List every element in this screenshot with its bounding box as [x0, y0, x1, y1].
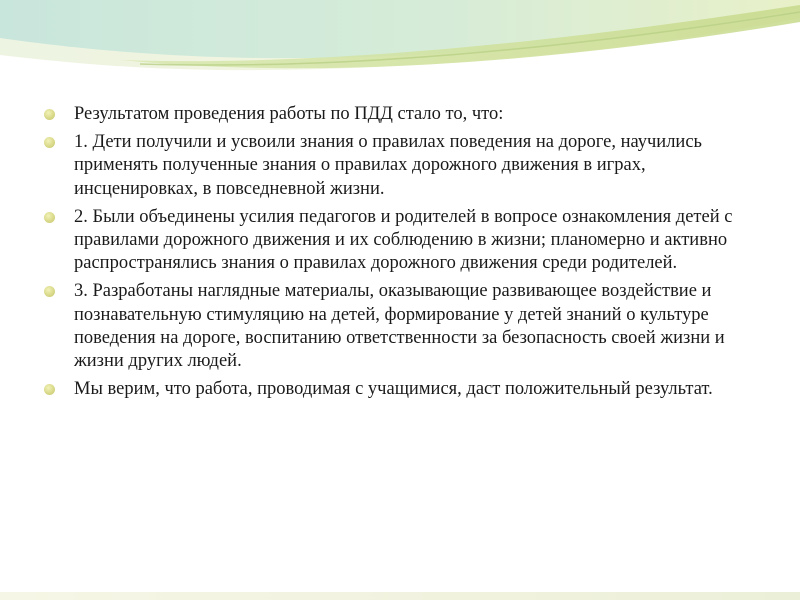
list-item-text: Мы верим, что работа, проводимая с учащимися, даст положительный результат.: [74, 379, 713, 400]
list-item: [44, 103, 759, 126]
bullet-icon: [44, 384, 55, 395]
bullet-icon: [44, 137, 55, 148]
bullet-list: [44, 103, 759, 401]
list-item-text: 3. Разработаны наглядные материалы, оказывающие развивающее воздействие и познавательную стимуляцию на детей, формирование у детей знаний о культуре поведения на дороге, воспитанию ответственности за безопасность своей жизни и жизни других людей.: [74, 281, 725, 372]
decorative-footer-bar: [0, 592, 800, 600]
list-item: [44, 378, 759, 401]
slide-content: [44, 103, 759, 406]
list-item-text: 1. Дети получили и усвоили знания о правилах поведения на дороге, научились применять полученные знания о правилах дорожного движения в играх, инсценировках, в повседневной жизни.: [74, 132, 702, 199]
list-item-text: Результатом проведения работы по ПДД стало то, что:: [74, 104, 504, 124]
bullet-icon: [44, 212, 55, 223]
list-item-text: 2. Были объединены усилия педагогов и родителей в вопросе ознакомления детей с правилами дорожного движения и их соблюдению в жизни; планомерно и активно распространялись знания о правилах дорожного движения среди родителей.: [74, 206, 733, 274]
bullet-icon: [44, 286, 55, 297]
list-item: [44, 131, 759, 201]
bullet-icon: [44, 109, 55, 120]
list-item: [44, 206, 759, 276]
list-item: [44, 280, 759, 373]
decorative-header-wave: [0, 0, 800, 110]
